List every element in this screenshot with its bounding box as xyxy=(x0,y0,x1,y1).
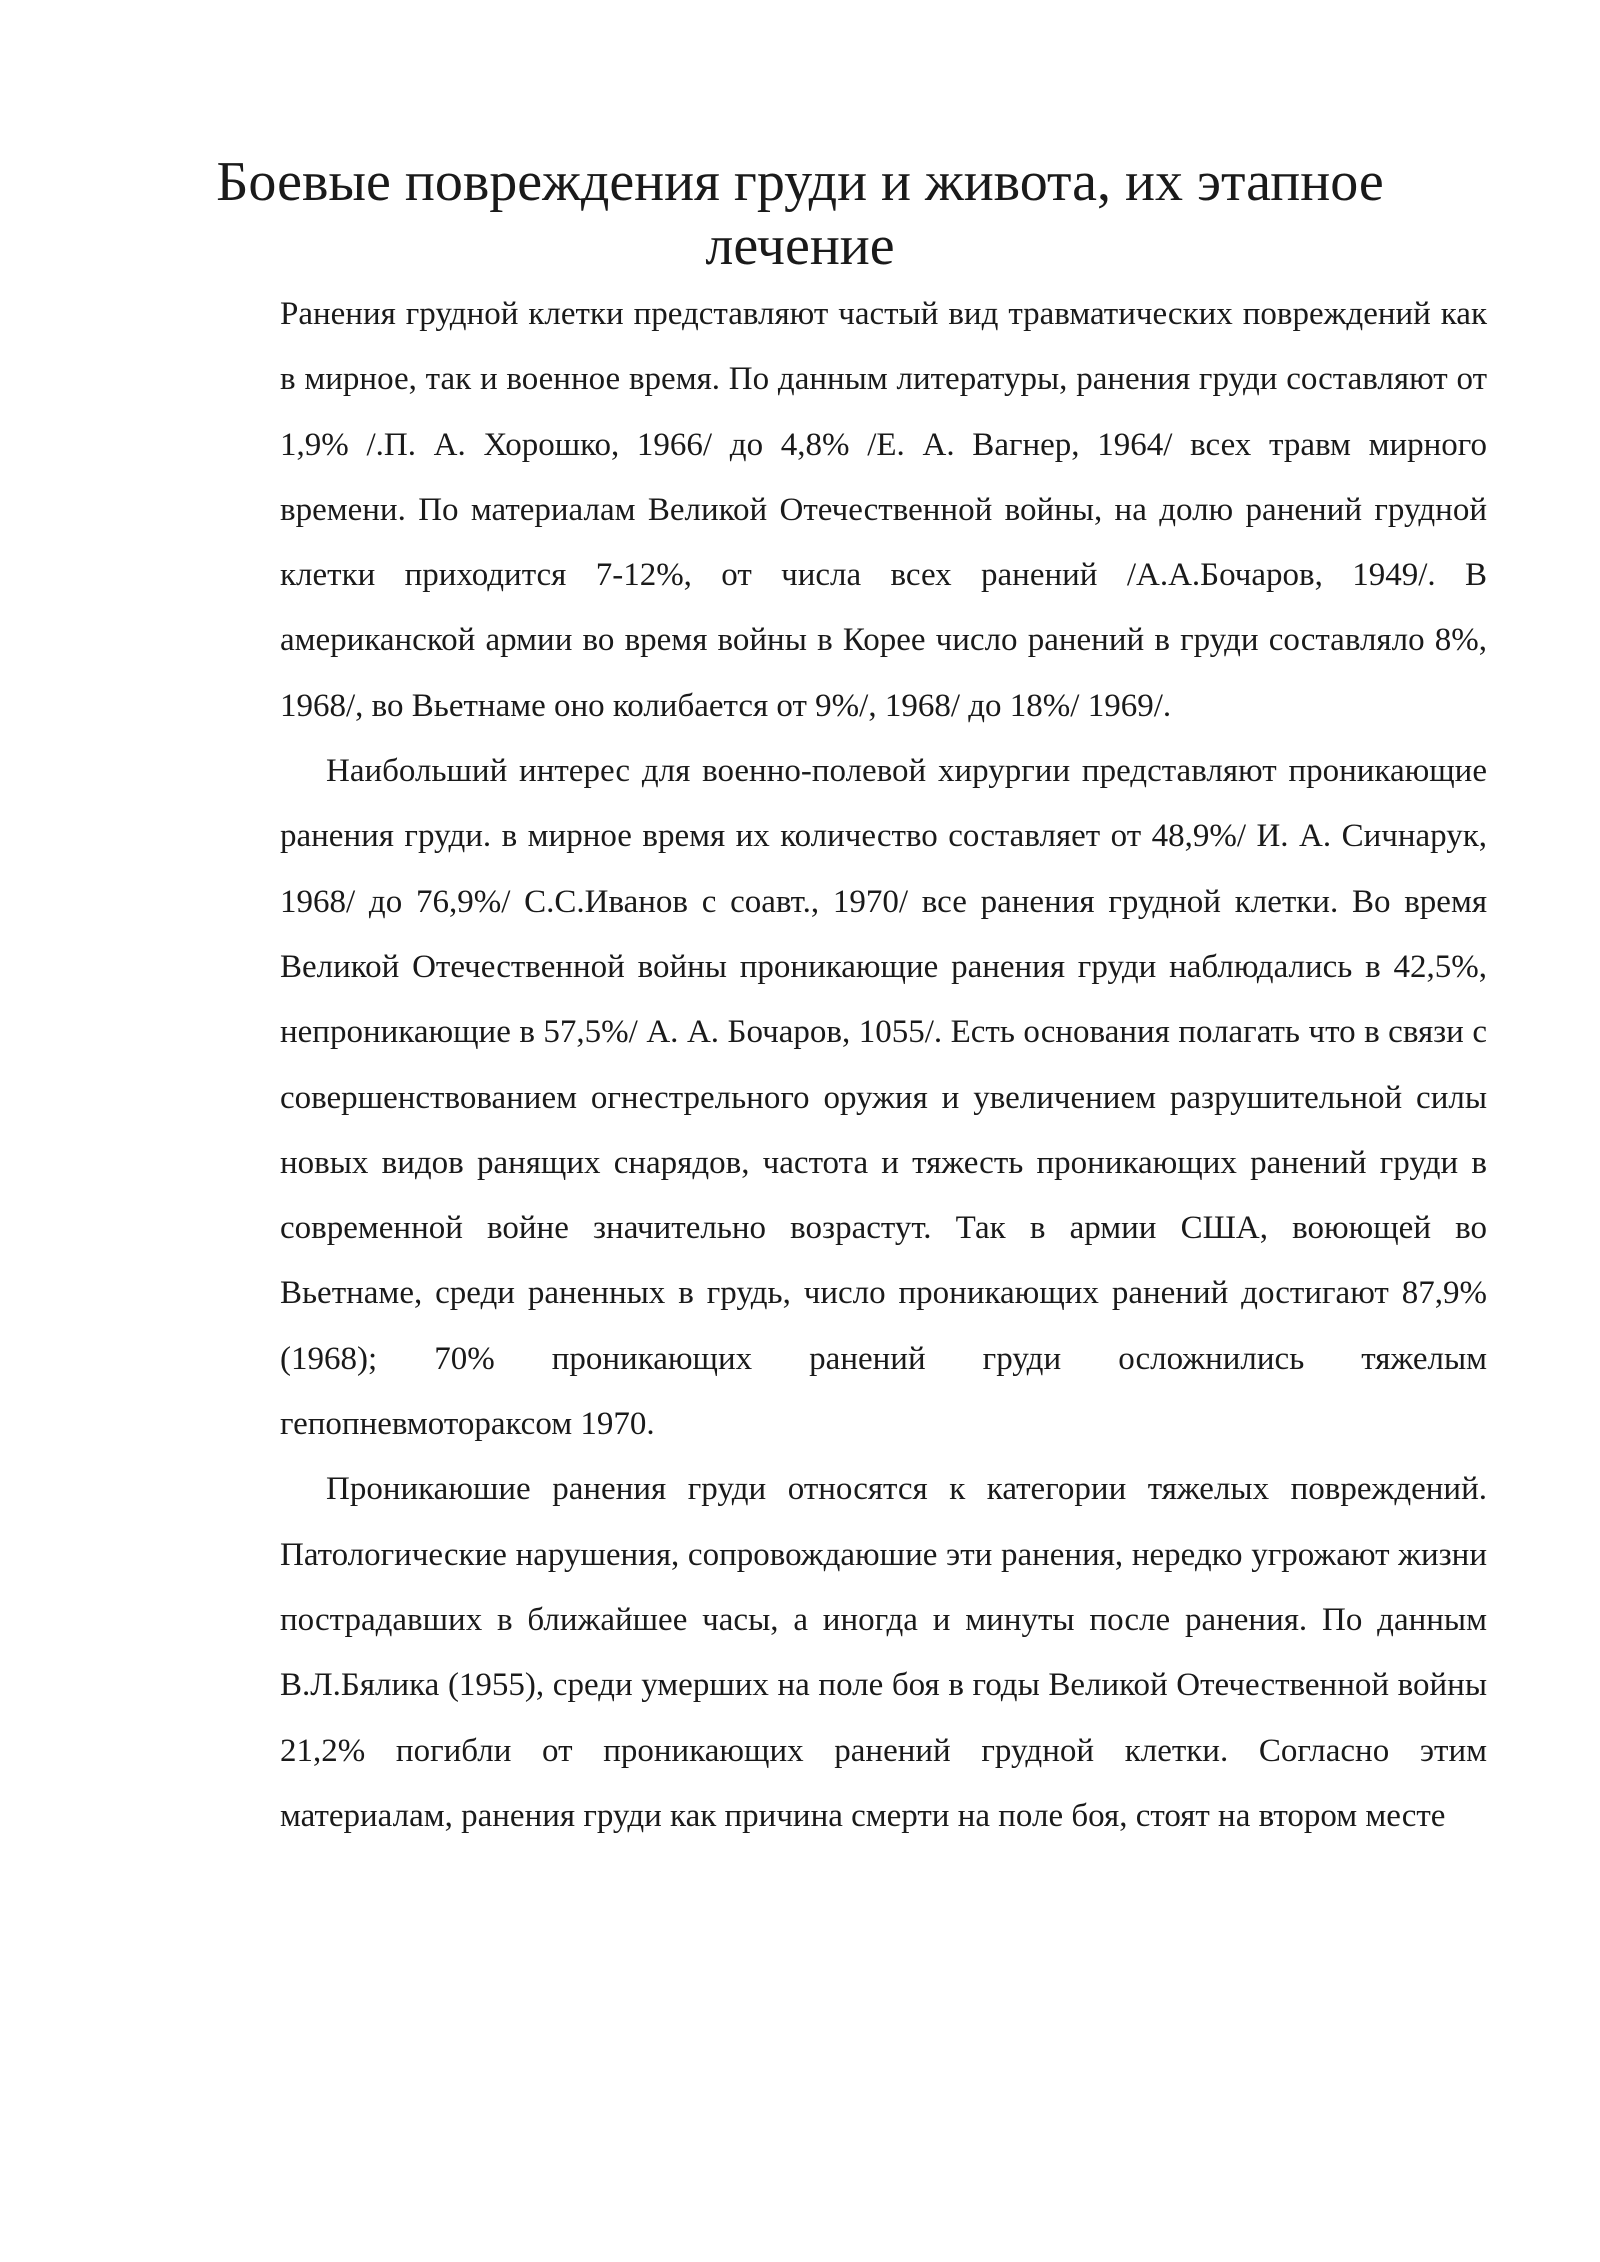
paragraph-1: Ранения грудной клетки представляют частый вид травматических повреждений как в мирное, так и военное время. По данным литературы, ранения груди составляют от 1,9% /.П. А. Хорошко, 1966/ до 4,8% /Е. А. Вагнер, 1964/ всех травм мирного времени. По материалам Великой Отечественной войны, на долю ранений грудной клетки приходится 7-12%, от числа всех ранений /А.А.Бочаров, 1949/. В американской армии во время войны в Корее число ранений в груди составляло 8%, 1968/, во Вьетнаме оно колибается от 9%/, 1968/ до 18%/ 1969/. xyxy=(280,296,1487,724)
paragraph-2: Наибольший интерес для военно-полевой хирургии представляют проникающие ранения груди. в мирное время их количество составляет от 48,9%/ И. А. Сичнарук, 1968/ до 76,9%/ С.С.Иванов с соавт., 1970/ все ранения грудной клетки. Во время Великой Отечественной войны проникающие ранения груди наблюдались в 42,5%, непроникающие в 57,5%/ А. А. Бочаров, 1055/. Есть основания полагать что в связи с совершенствованием огнестрельного оружия и увеличением разрушительной силы новых видов ранящих снарядов, частота и тяжесть проникающих ранений груди в современной войне значительно возрастут. Так в армии США, воюющей во Вьетнаме, среди раненных в грудь, число проникающих ранений достигают 87,9% (1968); 70% проникающих ранений груди осложнились тяжелым гепопневмотораксом 1970. xyxy=(280,753,1487,1443)
document-body xyxy=(280,282,1487,1849)
document-title: Боевые повреждения груди и живота, их этапное лечение xyxy=(216,151,1384,277)
paragraph-3: Проникаюшие ранения груди относятся к категории тяжелых повреждений. Патологические нарушения, сопровождаюшие эти ранения, нередко угрожают жизни пострадавших в ближайшее часы, а иногда и минуты после ранения. По данным В.Л.Бялика (1955), среди умерших на поле боя в годы Великой Отечественной войны 21,2% погибли от проникающих ранений грудной клетки. Согласно этим материалам, ранения груди как причина смерти на поле боя, стоят на втором месте xyxy=(280,1471,1487,1834)
